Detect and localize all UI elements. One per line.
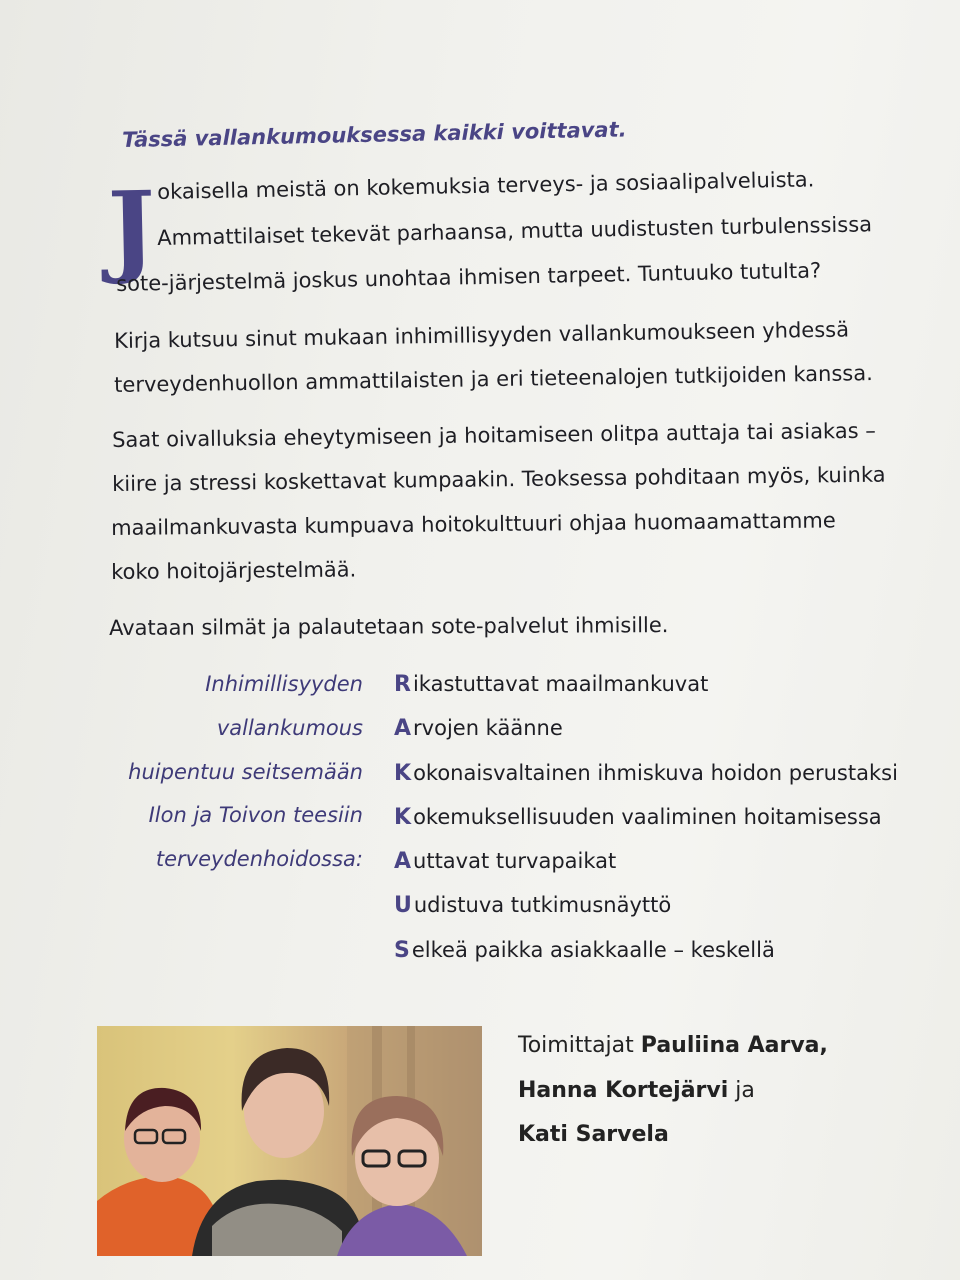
intro-line-3: huipentuu seitsemään: [128, 760, 363, 784]
intro-line-2: vallankumous: [216, 716, 363, 740]
paragraph1-line2: Ammattilaiset tekevät parhaansa, mutta uudistusten turbulenssissa: [157, 212, 873, 250]
thesis-item: [394, 849, 616, 874]
thesis-text: elkeä paikka asiakkaalle – keskellä: [411, 938, 775, 962]
thesis-initial: U: [394, 893, 412, 918]
thesis-text: okonaisvaltainen ihmiskuva hoidon perustaksi: [413, 761, 898, 785]
credits-prefix: Toimittajat: [518, 1033, 634, 1058]
paragraph1-line1: okaisella meistä on kokemuksia terveys- ja sosiaalipalveluista.: [157, 167, 815, 204]
credits-line3: [518, 1122, 669, 1147]
thesis-item: [394, 672, 708, 697]
editor-name-3: Kati Sarvela: [518, 1122, 669, 1147]
thesis-item: [394, 805, 882, 830]
thesis-text: ikastuttavat maailmankuvat: [412, 672, 709, 696]
paragraph4: Avataan silmät ja palautetaan sote-palvelut ihmisille.: [109, 613, 669, 640]
thesis-initial: R: [394, 672, 411, 697]
thesis-initial: A: [394, 716, 412, 741]
paragraph3-line2: kiire ja stressi koskettavat kumpaakin. Teoksessa pohditaan myös, kuinka: [112, 462, 886, 496]
thesis-initial: S: [394, 938, 410, 963]
editors-photo: [97, 1026, 482, 1256]
intro-line-5: terveydenhoidossa:: [155, 847, 363, 871]
thesis-item: [394, 893, 671, 918]
editor-name-1: Pauliina Aarva,: [640, 1033, 828, 1058]
intro-line-1: Inhimillisyyden: [205, 672, 363, 696]
thesis-item: [394, 761, 898, 786]
paragraph1-line3: sote-järjestelmä joskus unohtaa ihmisen tarpeet. Tuntuuko tutulta?: [116, 258, 822, 296]
paragraph3-line3: maailmankuvasta kumpuava hoitokulttuuri ohjaa huomaamattamme: [111, 508, 836, 540]
thesis-item: [394, 716, 563, 741]
drop-cap-letter: J: [106, 168, 157, 288]
paragraph3-line1: Saat oivalluksia eheytymiseen ja hoitamiseen olitpa auttaja tai asiakas –: [112, 418, 876, 452]
paragraph3-line4: koko hoitojärjestelmää.: [111, 557, 357, 584]
editors-photo-illustration: [97, 1026, 482, 1256]
thesis-text: uttavat turvapaikat: [413, 849, 617, 873]
thesis-initial: K: [394, 805, 412, 830]
paragraph2-line1: Kirja kutsuu sinut mukaan inhimillisyyden vallankumoukseen yhdessä: [114, 317, 850, 353]
thesis-text: rvojen käänne: [413, 716, 563, 740]
credits-line1: [518, 1033, 828, 1058]
thesis-initial: A: [394, 849, 412, 874]
thesis-initial: K: [394, 761, 412, 786]
paragraph2-line2: terveydenhuollon ammattilaisten ja eri tieteenalojen tutkijoiden kanssa.: [114, 361, 873, 397]
tagline: Tässä vallankumouksessa kaikki voittavat.: [122, 117, 627, 152]
intro-line-4: Ilon ja Toivon teesiin: [148, 803, 363, 827]
editor-name-2: Hanna Kortejärvi: [518, 1078, 729, 1103]
thesis-text: udistuva tutkimusnäyttö: [413, 893, 672, 917]
thesis-text: okemuksellisuuden vaaliminen hoitamisessa: [413, 805, 882, 829]
credits-conjunction: ja: [735, 1078, 755, 1103]
thesis-item: [394, 938, 775, 963]
credits-line2: [518, 1078, 755, 1103]
